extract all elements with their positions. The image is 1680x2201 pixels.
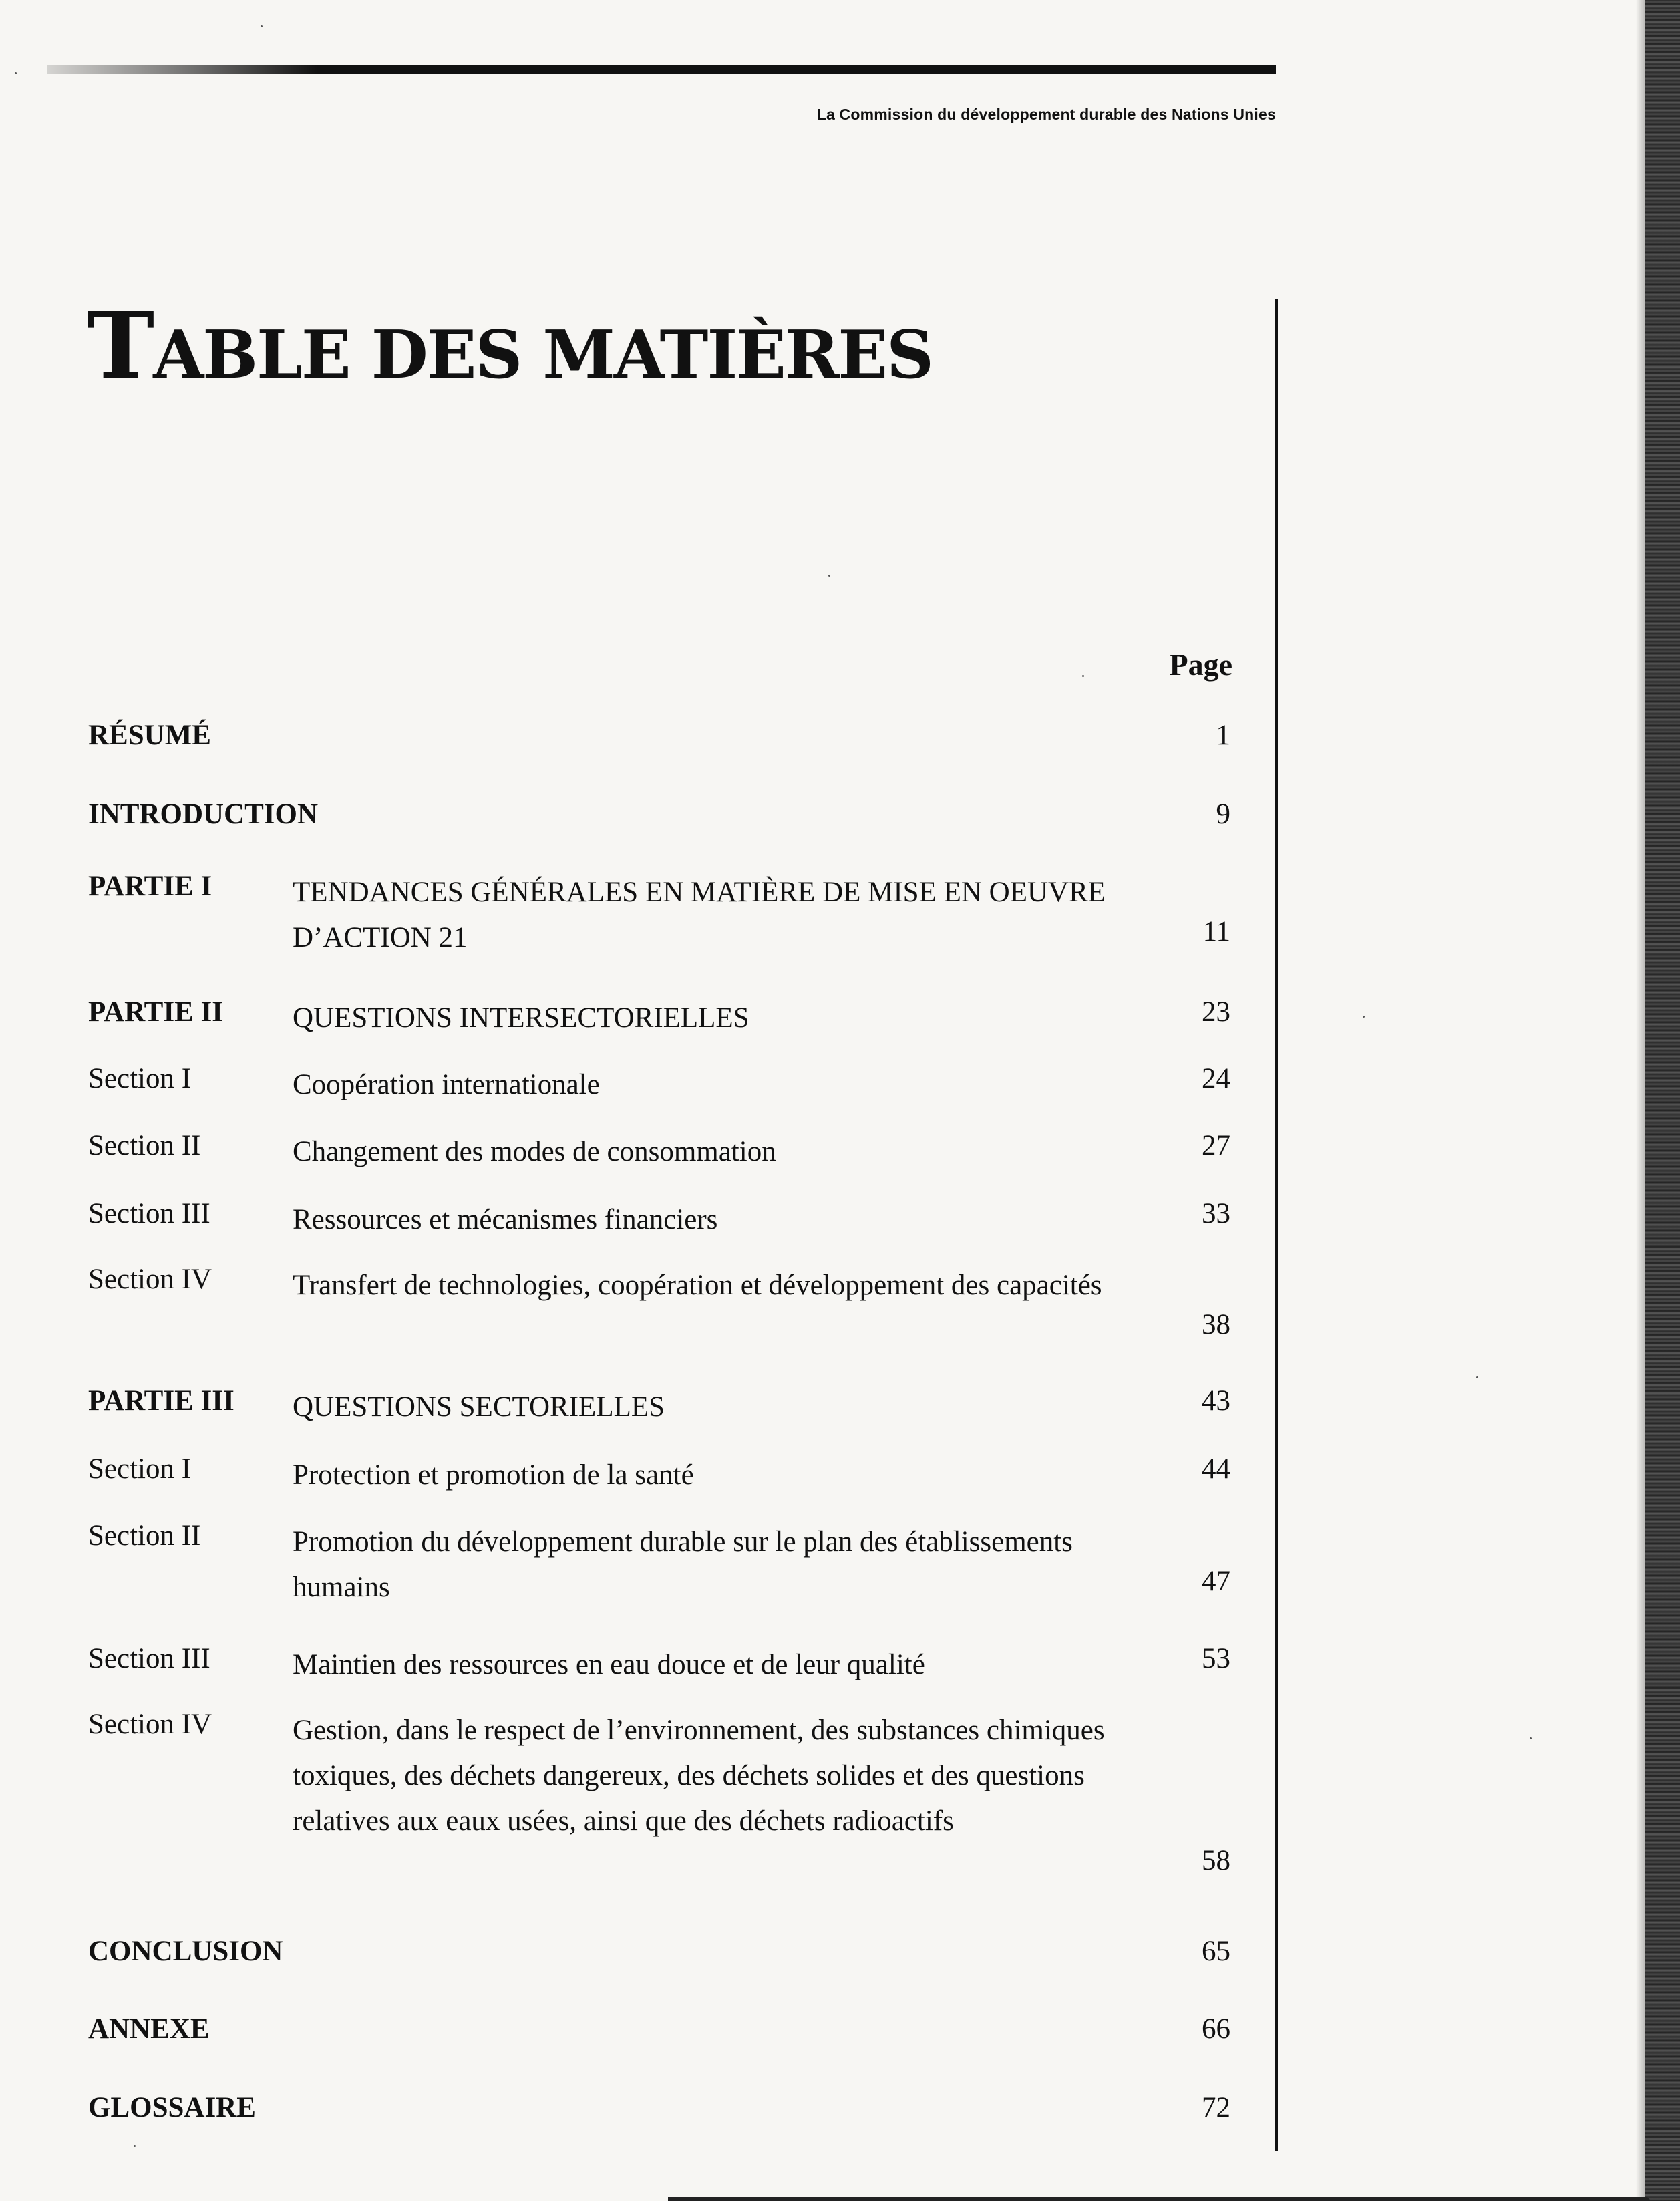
toc-label: ANNEXE bbox=[88, 2013, 210, 2045]
toc-page-number: 33 bbox=[1202, 1198, 1230, 1229]
vertical-rule bbox=[1275, 299, 1278, 2151]
scan-speck bbox=[828, 575, 830, 577]
scan-edge bbox=[1645, 0, 1680, 2201]
toc-title: Maintien des ressources en eau douce et de leur qualité bbox=[293, 1649, 925, 1680]
page-title-rest: ABLE DES MATIÈRES bbox=[153, 317, 933, 394]
toc-label: PARTIE III bbox=[88, 1385, 234, 1417]
toc-label: PARTIE II bbox=[88, 996, 223, 1028]
toc-page-number: 9 bbox=[1216, 798, 1230, 830]
toc-title: Protection et promotion de la santé bbox=[293, 1459, 694, 1491]
toc-title: Coopération internationale bbox=[293, 1069, 600, 1100]
toc-label: PARTIE I bbox=[88, 871, 212, 902]
toc-title: Changement des modes de consommation bbox=[293, 1136, 776, 1167]
scan-speck bbox=[15, 72, 17, 74]
toc-title: Promotion du développement durable sur le plan des établissements humains bbox=[293, 1526, 1073, 1603]
toc-label: Section IV bbox=[88, 1709, 212, 1740]
toc-title: Transfert de technologies, coopération et développement des capacités bbox=[293, 1270, 1102, 1301]
toc-page-number: 23 bbox=[1202, 996, 1230, 1028]
toc-label: GLOSSAIRE bbox=[88, 2092, 256, 2123]
scan-speck bbox=[1363, 1016, 1365, 1018]
toc-page-number: 24 bbox=[1202, 1063, 1230, 1094]
toc-page-number: 11 bbox=[1202, 916, 1230, 947]
toc-label: Section I bbox=[88, 1453, 192, 1485]
toc-label: Section IV bbox=[88, 1264, 212, 1295]
header-rule bbox=[47, 65, 1276, 74]
toc-title: QUESTIONS SECTORIELLES bbox=[293, 1391, 665, 1423]
toc-label: CONCLUSION bbox=[88, 1936, 283, 1967]
scan-edge-shadow bbox=[1636, 0, 1645, 2201]
toc-page-number: 72 bbox=[1202, 2092, 1230, 2123]
scan-speck bbox=[1530, 1737, 1532, 1739]
toc-page-number: 38 bbox=[1202, 1309, 1230, 1340]
toc-label: Section II bbox=[88, 1130, 201, 1161]
toc-page-number: 66 bbox=[1202, 2013, 1230, 2045]
toc-title: Ressources et mécanismes financiers bbox=[293, 1204, 718, 1235]
running-head: La Commission du développement durable des Nations Unies bbox=[816, 106, 1276, 123]
toc-page-number: 47 bbox=[1202, 1566, 1230, 1597]
toc-title: TENDANCES GÉNÉRALES EN MATIÈRE DE MISE EN OEUVRE D’ACTION 21 bbox=[293, 877, 1106, 953]
scan-speck bbox=[261, 25, 263, 27]
toc-label: Section I bbox=[88, 1063, 192, 1094]
scan-speck bbox=[1476, 1376, 1478, 1378]
toc-label: INTRODUCTION bbox=[88, 798, 319, 830]
toc-page-number: 43 bbox=[1202, 1385, 1230, 1417]
toc-page-number: 44 bbox=[1202, 1453, 1230, 1485]
scan-speck bbox=[1082, 675, 1084, 677]
toc-label: Section III bbox=[88, 1643, 210, 1674]
toc-title: Gestion, dans le respect de l’environnement, des substances chimiques toxiques, des déchets dangereux, des déchets solides et des questions relatives aux eaux usées, ainsi que des déchets radioactifs bbox=[293, 1715, 1105, 1837]
toc-page-number: 58 bbox=[1202, 1845, 1230, 1876]
page-title-initial: T bbox=[87, 293, 154, 400]
scan-speck bbox=[134, 2145, 136, 2147]
toc-label: Section II bbox=[88, 1520, 201, 1552]
toc-page-number: 1 bbox=[1216, 720, 1230, 751]
toc-page-number: 27 bbox=[1202, 1130, 1230, 1161]
toc-page-number: 53 bbox=[1202, 1643, 1230, 1674]
toc-page-number: 65 bbox=[1202, 1936, 1230, 1967]
page-curl bbox=[668, 2197, 1650, 2201]
page-title bbox=[87, 293, 933, 402]
toc-label: RÉSUMÉ bbox=[88, 720, 211, 751]
toc-label: Section III bbox=[88, 1198, 210, 1229]
toc-title: QUESTIONS INTERSECTORIELLES bbox=[293, 1002, 749, 1034]
page-column-header: Page bbox=[1169, 647, 1232, 682]
